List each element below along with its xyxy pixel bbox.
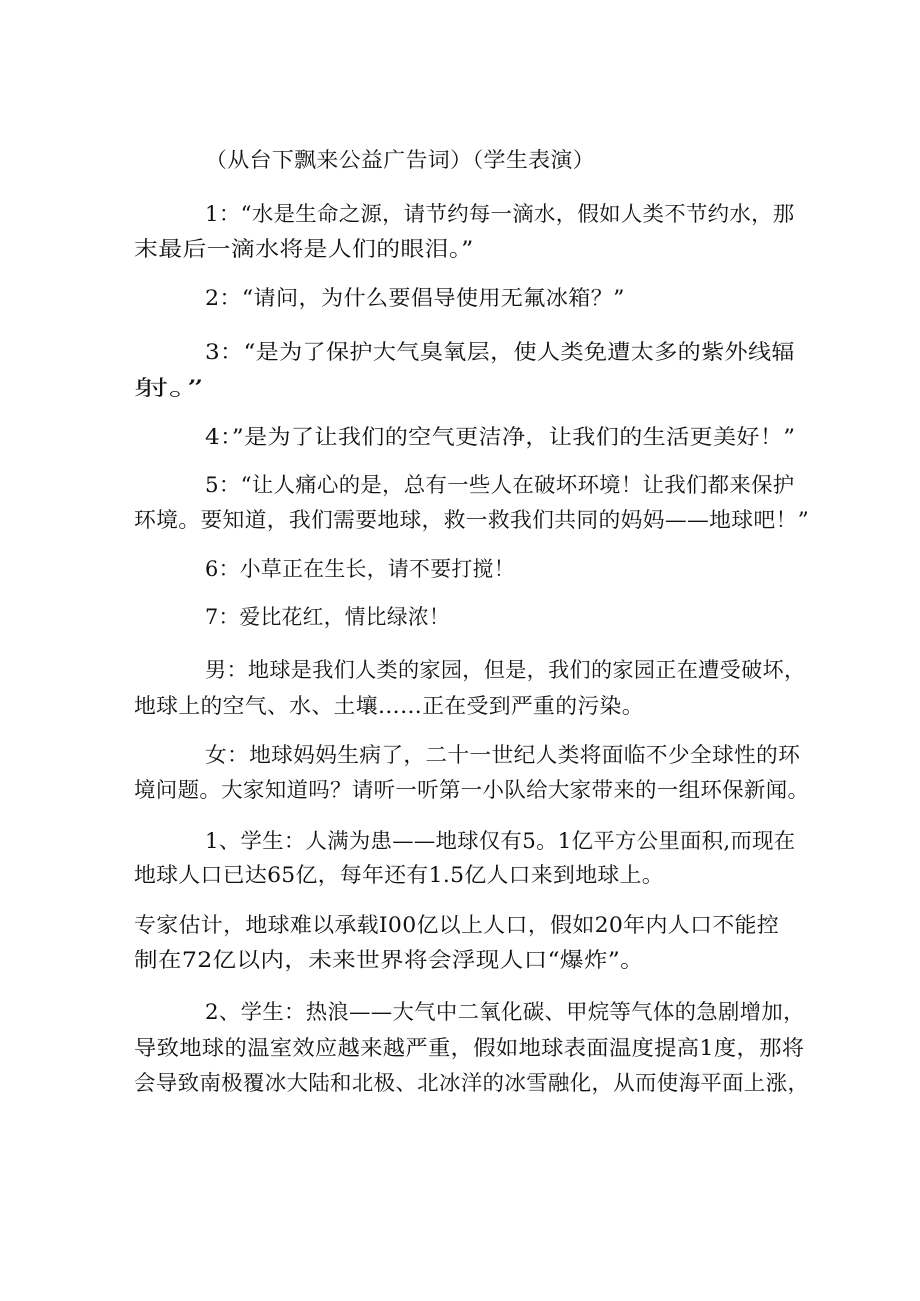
text-line: 1：“水是生命之源，请节约每一滴水，假如人类不节约水，那 bbox=[205, 202, 795, 226]
text-line: 会导致南极覆冰大陆和北极、北冰洋的冰雪融化，从而使海平面上涨， bbox=[134, 1071, 810, 1095]
text-line: 导致地球的温室效应越来越严重，假如地球表面温度提高1度，那将 bbox=[134, 1036, 805, 1060]
text-line: （从台下飘来公益广告词）（学生表演） bbox=[205, 148, 595, 172]
text-line: 3：“是为了保护大气臭氧层，使人类免遭太多的紫外线辐 bbox=[205, 340, 795, 364]
text-line: 末最后一滴水将是人们的眼泪。” bbox=[134, 237, 474, 261]
text-line: 4：”是为了让我们的空气更洁净，让我们的生活更美好！” bbox=[205, 425, 796, 449]
text-line: 男：地球是我们人类的家园，但是，我们的家园正在遭受破坏， bbox=[205, 658, 806, 682]
text-line: 2、学生：热浪——大气中二氧化碳、甲烷等气体的急剧增加， bbox=[205, 1000, 805, 1024]
text-line: 环境。要知道，我们需要地球，救一救我们共同的妈妈——地球吧！” bbox=[134, 508, 810, 532]
text-line: 制在72亿以内，未来世界将会浮现人口“爆炸”。 bbox=[134, 948, 645, 972]
text-line: 女：地球妈妈生病了，二十一世纪人类将面临不少全球性的环 bbox=[205, 743, 801, 767]
text-line: 地球人口已达65亿，每年还有1.5亿人口来到地球上。 bbox=[134, 863, 664, 887]
text-line: 射。” bbox=[134, 376, 205, 400]
text-line: 2：“请问，为什么要倡导使用无氟冰箱？” bbox=[205, 286, 625, 310]
text-line: 1、学生：人满为患——地球仅有5。1亿平方公里面积,而现在 bbox=[205, 829, 796, 853]
text-line: 7：爱比花红，情比绿浓！ bbox=[205, 605, 450, 629]
text-line: 专家估计，地球难以承载I00亿以上人口，假如20年内人口不能控 bbox=[134, 913, 780, 937]
text-line: 6：小草正在生长，请不要打搅！ bbox=[205, 557, 515, 581]
text-line: 境问题。大家知道吗？请听一听第一小队给大家带来的一组环保新闻。 bbox=[134, 778, 810, 802]
text-line: 5：“让人痛心的是，总有一些人在破坏环境！让我们都来保护 bbox=[205, 473, 795, 497]
text-line: 地球上的空气、水、土壤……正在受到严重的污染。 bbox=[134, 694, 644, 718]
